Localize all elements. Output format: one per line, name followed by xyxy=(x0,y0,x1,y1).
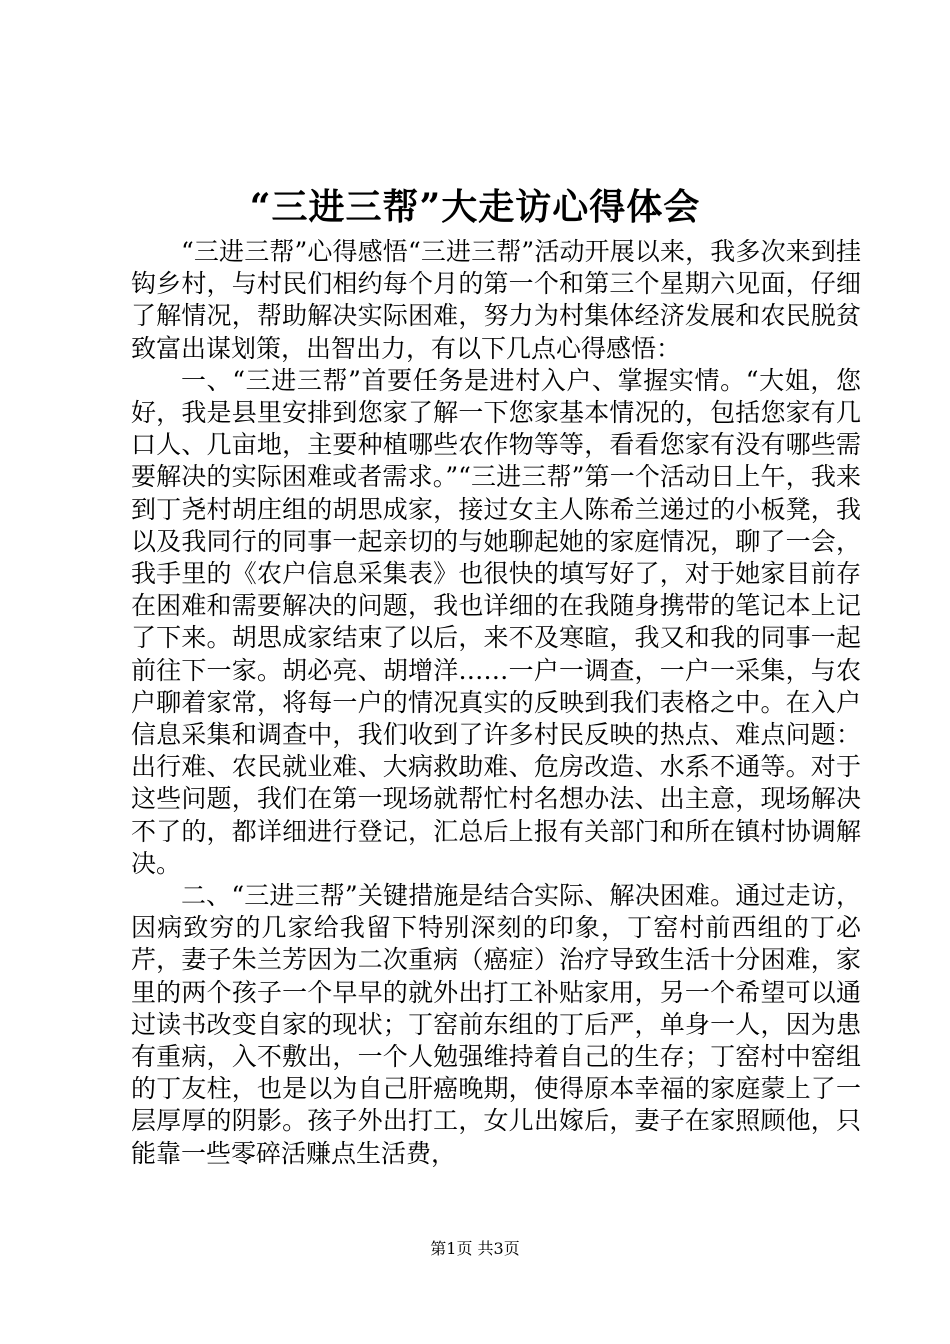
paragraph-intro: “三进三帮”心得感悟“三进三帮”活动开展以来，我多次来到挂钩乡村，与村民们相约每个月的第一个和第三个星期六见面，仔细了解情况，帮助解决实际困难，努力为村集体经济发展和农民脱贫致富出谋划策，出智出力，有以下几点心得感悟： xyxy=(131,237,861,363)
paragraph-section-2: 二、“三进三帮”关键措施是结合实际、解决困难。通过走访，因病致穷的几家给我留下特别深刻的印象，丁窑村前西组的丁必芹，妻子朱兰芳因为二次重病（癌症）治疗导致生活十分困难，家里的两个孩子一个早早的就外出打工补贴家用，另一个希望可以通过读书改变自家的现状；丁窑前东组的丁后严，单身一人，因为患有重病，入不敷出，一个人勉强维持着自己的生存；丁窑村中窑组的丁友柱，也是以为自己肝癌晚期，使得原本幸福的家庭蒙上了一层厚厚的阴影。孩子外出打工，女儿出嫁后，妻子在家照顾他，只能靠一些零碎活赚点生活费， xyxy=(131,881,861,1168)
page-footer: 第1页 共3页 xyxy=(430,1239,520,1258)
document-title: “三进三帮”大走访心得体会 xyxy=(249,186,701,228)
document-body xyxy=(131,236,861,1170)
paragraph-section-1: 一、“三进三帮”首要任务是进村入户、掌握实情。“大姐，您好，我是县里安排到您家了解一下您家基本情况的，包括您家有几口人、几亩地，主要种植哪些农作物等等，看看您家有没有哪些需要解决的实际困难或者需求。”“三进三帮”第一个活动日上午，我来到丁尧村胡庄组的胡思成家，接过女主人陈希兰递过的小板凳，我以及我同行的同事一起亲切的与她聊起她的家庭情况，聊了一会，我手里的《农户信息采集表》也很快的填写好了，对于她家目前存在困难和需要解决的问题，我也详细的在我随身携带的笔记本上记了下来。胡思成家结束了以后，来不及寒暄，我又和我的同事一起前往下一家。胡必亮、胡增洋……一户一调查，一户一采集，与农户聊着家常，将每一户的情况真实的反映到我们表格之中。在入户信息采集和调查中，我们收到了许多村民反映的热点、难点问题：出行难、农民就业难、大病救助难、危房改造、水系不通等。对于这些问题，我们在第一现场就帮忙村名想办法、出主意，现场解决不了的，都详细进行登记，汇总后上报有关部门和所在镇村协调解决。 xyxy=(131,365,861,878)
